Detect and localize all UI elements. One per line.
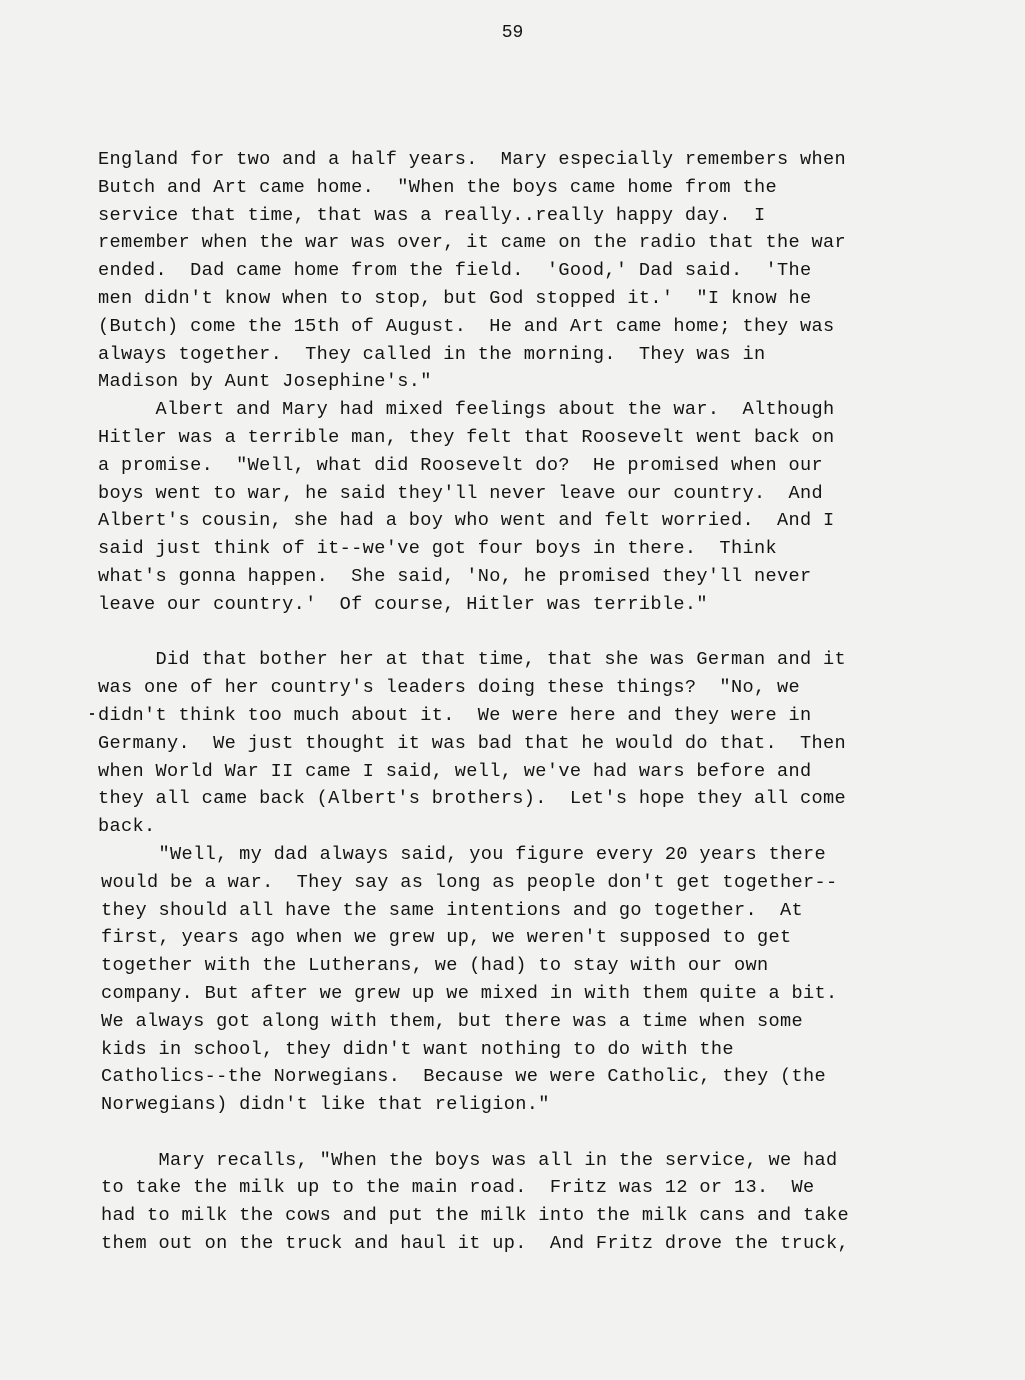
text-line: England for two and a half years. Mary especially remembers when <box>98 149 847 170</box>
document-body <box>98 146 958 1258</box>
text-line: remember when the war was over, it came on the radio that the war <box>98 232 847 254</box>
text-line: boys went to war, he said they'll never leave our country. And <box>98 482 824 504</box>
text-line: service that time, that was a really..really happy day. I <box>98 204 766 226</box>
text-line: them out on the truck and haul it up. And Fritz drove the truck, <box>101 1233 850 1255</box>
text-line: always together. They called in the morning. They was in <box>98 343 766 365</box>
page-number: 59 <box>501 23 524 43</box>
text-line: a promise. "Well, what did Roosevelt do? He promised when our <box>98 454 824 476</box>
text-line: men didn't know when to stop, but God stopped it.' "I know he <box>98 287 812 309</box>
text-line: they all came back (Albert's brothers). Let's hope they all come <box>98 788 847 810</box>
text-line: Albert's cousin, she had a boy who went and felt worried. And I <box>98 510 835 532</box>
text-line: first, years ago when we grew up, we weren't supposed to get <box>101 927 792 949</box>
paragraph-spacer <box>98 619 958 647</box>
text-line: would be a war. They say as long as people don't get together-- <box>101 871 838 893</box>
paragraph-4 <box>98 841 958 1119</box>
text-line: back. <box>98 816 156 838</box>
text-line: together with the Lutherans, we (had) to stay with our own <box>101 955 769 977</box>
text-line: We always got along with them, but there was a time when some <box>101 1010 803 1032</box>
text-line: didn't think too much about it. We were here and they were in <box>98 704 812 726</box>
paragraph-1 <box>98 146 958 396</box>
paragraph-2 <box>98 396 958 618</box>
text-line: leave our country.' Of course, Hitler was terrible." <box>98 593 708 615</box>
paragraph-spacer <box>98 1119 958 1147</box>
text-line: when World War II came I said, well, we've had wars before and <box>98 760 812 782</box>
text-line: Mary recalls, "When the boys was all in the service, we had <box>101 1149 838 1171</box>
text-line: Catholics--the Norwegians. Because we were Catholic, they (the <box>101 1066 827 1088</box>
text-line: they should all have the same intentions and go together. At <box>101 899 803 921</box>
text-line: Germany. We just thought it was bad that he would do that. Then <box>98 732 847 754</box>
paragraph-3 <box>98 646 958 841</box>
text-line: Albert and Mary had mixed feelings about the war. Although <box>98 399 835 421</box>
text-line: Did that bother her at that time, that she was German and it <box>98 649 847 671</box>
text-line: Butch and Art came home. "When the boys came home from the <box>98 176 777 198</box>
text-line: ended. Dad came home from the field. 'Good,' Dad said. 'The <box>98 260 812 282</box>
text-line: had to milk the cows and put the milk into the milk cans and take <box>101 1205 850 1227</box>
text-line: Madison by Aunt Josephine's." <box>98 371 432 393</box>
text-line: was one of her country's leaders doing these things? "No, we <box>98 677 800 699</box>
text-line: Hitler was a terrible man, they felt that Roosevelt went back on <box>98 426 835 448</box>
text-line: what's gonna happen. She said, 'No, he promised they'll never <box>98 565 812 587</box>
paragraph-5 <box>98 1147 958 1258</box>
text-line: Norwegians) didn't like that religion." <box>101 1094 550 1116</box>
scan-speck <box>90 713 94 715</box>
text-line: said just think of it--we've got four boys in there. Think <box>98 538 777 560</box>
text-line: kids in school, they didn't want nothing to do with the <box>101 1038 734 1060</box>
text-line: company. But after we grew up we mixed in with them quite a bit. <box>101 982 838 1004</box>
text-line: "Well, my dad always said, you figure every 20 years there <box>101 843 827 865</box>
text-line: to take the milk up to the main road. Fritz was 12 or 13. We <box>101 1177 815 1199</box>
text-line: (Butch) come the 15th of August. He and Art came home; they was <box>98 315 835 337</box>
